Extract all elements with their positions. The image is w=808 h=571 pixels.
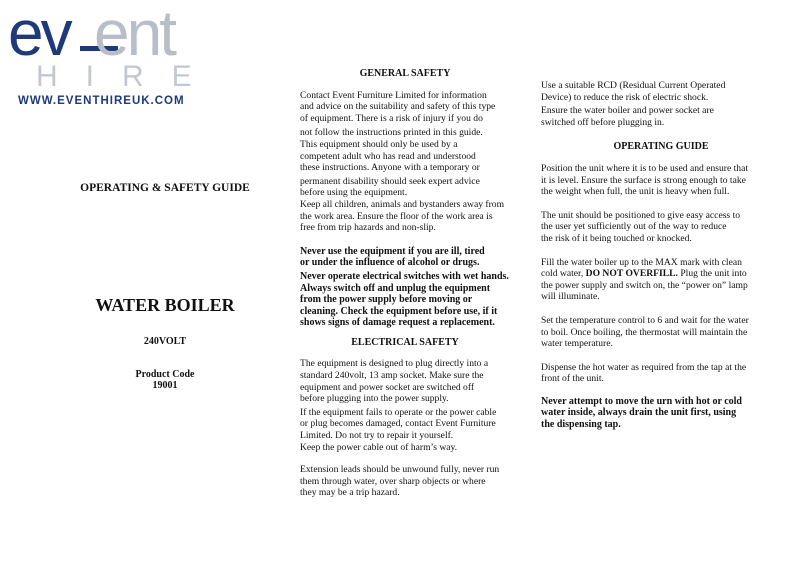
product-code-value: 19001: [152, 380, 178, 391]
text-line: before using the equipment.: [300, 187, 408, 199]
operating-step-dispense: [541, 362, 781, 385]
text-line: Keep all children, animals and bystanders away from: [300, 198, 505, 210]
text-line: Use a suitable RCD (Residual Current Operated: [541, 80, 726, 91]
electrical-safety-heading: ELECTRICAL SAFETY: [351, 336, 459, 348]
text-line: the weight when full, the unit is heavy when full.: [541, 186, 730, 198]
text-line: permanent disability should seek expert advice: [300, 175, 480, 187]
overfill-warning: DO NOT OVERFILL.: [585, 268, 678, 280]
text-line: water inside, always drain the unit first, using: [541, 407, 737, 419]
text-line: [541, 268, 781, 280]
text-line: water temperature.: [541, 338, 613, 350]
text-line: these instructions. Anyone with a temporary or: [300, 162, 480, 174]
electrical-para-3: [300, 464, 510, 499]
electrical-para-2: [300, 407, 510, 453]
logo-ent: ent: [94, 0, 174, 69]
warning-electrical: [300, 271, 510, 329]
text-line: equipment and power socket are switched off: [300, 381, 475, 393]
text-line: the work area. Ensure the floor of the work area is: [300, 210, 493, 222]
text-line: Fill the water boiler up to the MAX mark with clean: [541, 256, 742, 268]
general-safety-text: [300, 90, 510, 234]
text-line: it is level. Ensure the surface is strong enough to take: [541, 174, 746, 186]
website-url: WWW.EVENTHIREUK.COM: [18, 95, 185, 107]
text-line: Contact Event Furniture Limited for information: [300, 89, 487, 101]
text-line: will illuminate.: [541, 291, 600, 303]
text-line: Never operate electrical switches with wet hands.: [300, 270, 509, 282]
switch-off-paragraph: [541, 105, 781, 128]
text-line: standard 240volt, 13 amp socket. Make sure the: [300, 370, 484, 382]
text-line: and advice on the suitability and safety of this type: [300, 101, 496, 113]
text-line: Set the temperature control to 6 and wait for the water: [541, 314, 749, 326]
operating-step-access: [541, 210, 781, 245]
right-column: [541, 80, 781, 431]
text-line: Never use the equipment if you are ill, tired: [300, 245, 485, 257]
text-line: Position the unit where it is to be used and ensure that: [541, 162, 749, 174]
operating-step-position: [541, 163, 781, 198]
text-line: The equipment is designed to plug directly into a: [300, 358, 489, 370]
text-line: Never attempt to move the urn with hot or cold: [541, 395, 742, 407]
operating-step-fill: [541, 257, 781, 303]
operating-step-temperature: [541, 315, 781, 350]
text-line: switched off before plugging in.: [541, 116, 665, 128]
text-line: the risk of it being touched or knocked.: [541, 232, 692, 244]
text-line: Keep the power cable out of harm’s way.: [300, 441, 458, 453]
text-line: or plug becomes damaged, contact Event Furniture: [300, 418, 496, 430]
text-line: cleaning. Check the equipment before use, if it: [300, 305, 498, 317]
text-line: Ensure the water boiler and power socket are: [541, 105, 714, 117]
text-line: The unit should be positioned to give easy access to: [541, 209, 741, 221]
guide-title: OPERATING & SAFETY GUIDE: [80, 182, 250, 194]
text-line: Device) to reduce the risk of electric shock.: [541, 91, 709, 103]
text-line: shows signs of damage request a replacement.: [300, 317, 495, 329]
text-fragment: cold water,: [541, 268, 586, 280]
logo-hire: HIRE: [36, 60, 220, 93]
text-line: free from trip hazards and non-slip.: [300, 222, 436, 234]
text-line: the dispensing tap.: [541, 419, 621, 431]
electrical-para-1: [300, 358, 510, 404]
middle-column: [300, 68, 510, 499]
text-line: If the equipment fails to operate or the power cable: [300, 406, 497, 418]
text-line: Always switch off and unplug the equipment: [300, 282, 491, 294]
text-line: to boil. Once boiling, the thermostat will maintain the: [541, 326, 748, 338]
text-line: from the power supply before moving or: [300, 294, 473, 306]
text-line: Dispense the hot water as required from the tap at the: [541, 361, 747, 373]
text-line: This equipment should only be used by a: [300, 138, 458, 150]
operating-guide-heading: OPERATING GUIDE: [613, 141, 709, 153]
warning-move-urn: [541, 396, 781, 431]
text-line: or under the influence of alcohol or drugs.: [300, 257, 480, 269]
rcd-paragraph: [541, 80, 781, 103]
voltage-label: 240VOLT: [143, 336, 187, 347]
company-logo: [6, 0, 220, 109]
logo-ev: ev: [8, 0, 70, 69]
text-fragment: Plug the unit into: [677, 268, 747, 280]
text-line: not follow the instructions printed in this guide.: [300, 127, 483, 139]
text-line: Extension leads should be unwound fully, never run: [300, 464, 500, 476]
product-code-label: Product Code: [135, 369, 195, 380]
text-line: they may be a trip hazard.: [300, 487, 400, 499]
text-line: of equipment. There is a risk of injury if you do: [300, 112, 483, 124]
text-line: the power supply and switch on, the “power on” lamp: [541, 279, 748, 291]
product-title: WATER BOILER: [95, 295, 235, 315]
text-line: Limited. Do not try to repair it yourself.: [300, 430, 454, 442]
general-safety-heading: GENERAL SAFETY: [359, 68, 451, 79]
text-line: competent adult who has read and understood: [300, 150, 476, 162]
text-line: before plugging into the power supply.: [300, 393, 449, 405]
text-line: front of the unit.: [541, 373, 604, 385]
text-line: the user yet sufficiently out of the way to reduce: [541, 221, 727, 233]
text-line: them through water, over sharp objects or where: [300, 475, 486, 487]
warning-illness: [300, 246, 510, 269]
